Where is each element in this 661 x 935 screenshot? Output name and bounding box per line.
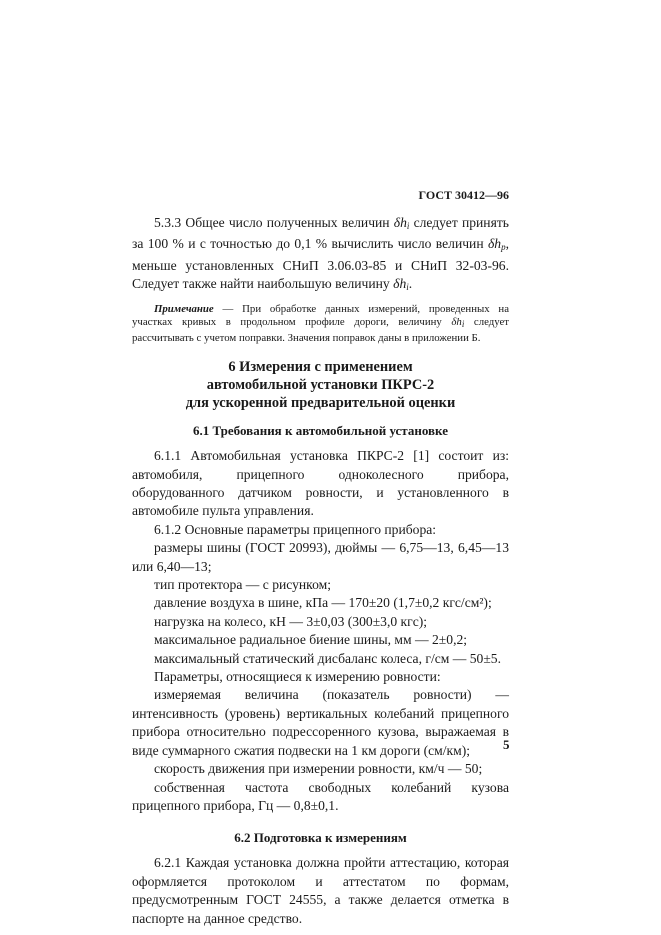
paragraph-5-3-3 <box>132 214 509 297</box>
symbol-subscript: i <box>461 319 465 330</box>
symbol-delta-h: δh <box>451 316 462 329</box>
symbol-subscript: р <box>501 242 506 253</box>
symbol-delta-h: δh <box>393 215 407 230</box>
text-run: следует принять за 100 % и с точностью до 0,1 % вычислить число величин <box>132 215 509 252</box>
param-tread: тип протектора — с рисунком; <box>154 577 332 593</box>
section-6-2-heading: 6.2 Подготовка к измерениям <box>234 830 407 846</box>
note-label: Примечание <box>154 302 214 315</box>
param-measured-value: измеряемая величина (показатель ровности) — интенсивность (уровень) вертикальных колебаний прицепного прибора относительно подрессоренного кузова, выражаемая в виде суммарного сжатия подвески на 1 км дороги (см/км); <box>132 687 509 758</box>
symbol-subscript: i <box>406 282 409 293</box>
param-imbalance: максимальный статический дисбаланс колеса, г/см — 50±5. <box>154 650 502 666</box>
page-content <box>132 214 509 928</box>
param-runout: максимальное радиальное биение шины, мм — 2±0,2; <box>154 632 468 648</box>
symbol-delta-h: δh <box>393 276 407 292</box>
section-6-heading <box>132 359 509 412</box>
symbol-subscript: i <box>406 221 410 231</box>
paragraph-6-1-2: 6.1.2 Основные параметры прицепного прибора: <box>154 521 437 537</box>
evenness-params-intro: Параметры, относящиеся к измерению ровности: <box>154 669 441 685</box>
heading-line: автомобильной установки ПКРС-2 <box>206 377 435 393</box>
param-load: нагрузка на колесо, кН — 3±0,03 (300±3,0 кгс); <box>154 613 428 629</box>
param-tire-size: размеры шины (ГОСТ 20993), дюймы — 6,75—13, 6,45—13 или 6,40—13; <box>132 540 509 574</box>
symbol-delta-h: δh <box>487 236 502 252</box>
text-run: — При обработке данных измерений, проведенных на участках кривых в продольном профиле дороги, величину <box>132 302 509 329</box>
paragraph-6-1-1: 6.1.1 Автомобильная установка ПКРС-2 [1] состоит из: автомобиля, прицепного одноколесного прибора, оборудованного датчиком ровности, и установленного в автомобиле пульта управления. <box>132 448 509 519</box>
paragraph-6-2-1: 6.2.1 Каждая установка должна пройти аттестацию, которая оформляется протоколом и аттестатом по формам, предусмотренным ГОСТ 24555, а также делается отметка в паспорте на данное средство. <box>132 855 509 926</box>
param-pressure: давление воздуха в шине, кПа — 170±20 (1,7±0,2 кгс/см²); <box>154 595 492 611</box>
param-frequency: собственная частота свободных колебаний кузова прицепного прибора, Гц — 0,8±0,1. <box>132 779 509 813</box>
text-run: 5.3.3 Общее число полученных величин <box>154 215 394 230</box>
text-run: . <box>408 276 413 292</box>
param-speed: скорость движения при измерении ровности, км/ч — 50; <box>154 761 483 777</box>
heading-line: 6 Измерения с применением <box>228 359 413 376</box>
section-6-1-heading: 6.1 Требования к автомобильной установке <box>193 423 448 439</box>
text-run: , меньше установленных СНиП 3.06.03-85 и СНиП 32-03-96. Следует также найти наибольшую величину <box>132 236 509 292</box>
note-paragraph <box>132 303 509 346</box>
text-run: следует рассчитывать с учетом поправки. Значения поправок даны в приложении Б. <box>132 316 509 344</box>
document-code-header: ГОСТ 30412—96 <box>418 188 509 202</box>
page-number: 5 <box>503 737 510 752</box>
heading-line: для ускоренной предварительной оценки <box>185 394 456 411</box>
